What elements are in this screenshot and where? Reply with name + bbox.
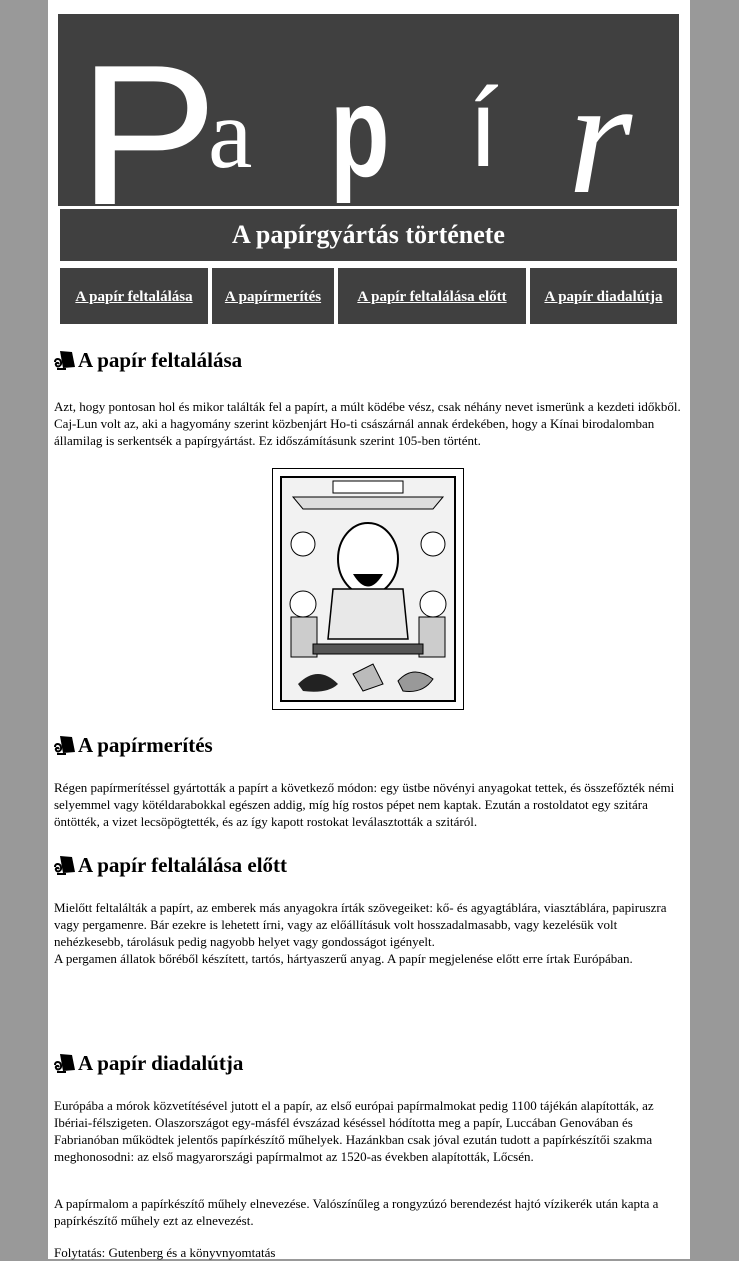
nav-link-papirmerites[interactable]: A papírmerítés xyxy=(210,266,336,326)
nav-link-feltalalasa[interactable]: A papír feltalálása xyxy=(58,266,210,326)
section-title: A papír feltalálása xyxy=(78,348,243,372)
nav-link-diadalutja[interactable]: A papír diadalútja xyxy=(528,266,679,326)
continuation-text: Folytatás: Gutenberg és a könyvnyomtatás xyxy=(54,1245,276,1260)
chinese-painting-image xyxy=(272,468,464,710)
section-text-line: A pergamen állatok bőréből készített, tartós, hártyaszerű anyag. A papír megjelenése előtt erre írtak Európában. xyxy=(54,951,633,966)
section-title: A papír feltalálása előtt xyxy=(78,853,288,877)
nav-bar xyxy=(58,266,679,326)
page xyxy=(48,0,690,1259)
section-papirmerites xyxy=(54,731,675,829)
section-text: A papírmalom a papírkészítő műhely elnevezése. Valószínűleg a rongyzúzó berendezést hajtó vízikerék után kapta a papírkészítő műhely ezt az elnevezést. xyxy=(54,1196,659,1228)
section-feltalalasa-elott xyxy=(54,851,667,966)
section-title: A papírmerítés xyxy=(78,733,213,757)
paper-scroll-icon xyxy=(54,1053,76,1073)
banner-letter: P xyxy=(78,24,219,206)
section-diadalutja xyxy=(54,1049,659,1260)
section-feltalalasa xyxy=(54,346,681,448)
section-heading xyxy=(54,346,242,374)
section-title: A papír diadalútja xyxy=(78,1051,244,1075)
section-text: Régen papírmerítéssel gyártották a papírt a következő módon: egy üstbe növényi anyagokat tettek, és összefőzték némi selyemmel vagy kötéldarabokkal egészen addig, míg híg rostos pépet nem kaptak. Ezután a rostoldatot egy szitára öntötték, a vizet lecsöpögtették, és az így kapott rostokat leválasztották a szitáról. xyxy=(54,780,675,829)
banner-letter: p xyxy=(330,58,390,204)
section-text: Azt, hogy pontosan hol és mikor találták fel a papírt, a múlt ködébe vész, csak néhány nevet ismerünk a kezdeti időkből. Caj-Lun volt az, aki a hagyomány szerint közbenjárt Ho-ti császárnál annak érdekében, hogy a Kínai birodalomban államilag is serkentsék a papírgyártást. Ez időszámításunk szerint 105-ben történt. xyxy=(54,399,681,448)
page-subtitle: A papírgyártás története xyxy=(58,207,679,263)
section-text xyxy=(54,899,686,967)
painting-illustration xyxy=(273,469,463,709)
section-text-line: Mielőtt feltalálták a papírt, az emberek más anyagokra írták szövegeiket: kő- és agyagtáblára, viasztáblára, papiruszra vagy pergamenre. Bár ezekre is lehetett írni, vagy az előállításuk volt hosszadalmasabb, vagy kezelésük volt nehézkesebb, tárolásuk pedig nagyobb helyet vagy gondosságot igényelt. xyxy=(54,900,667,949)
paper-scroll-icon xyxy=(54,855,76,875)
section-heading xyxy=(54,851,287,879)
paper-scroll-icon xyxy=(54,350,76,370)
section-text: Európába a mórok közvetítésével jutott el a papír, az első európai papírmalmokat pedig 1100 tájékán alapították, az Ibériai-félszigeten. Olaszországot egy-másfél évszázad késéssel hódította meg a papír, Luccában Genovában és Fabrianóban működtek jelentős papírkészítő műhelyek. Hazánkban csak jóval ezután tudott a papírkészítői szakma meghonosodni: az első magyarországi papírmalmot az 1520-as években alapították, Lőcsén. xyxy=(54,1098,654,1164)
section-heading xyxy=(54,1049,243,1077)
banner-letter: a xyxy=(208,78,253,189)
banner-letter: í xyxy=(468,67,499,190)
banner-letter: r xyxy=(568,45,633,206)
title-banner xyxy=(58,14,679,206)
nav-link-feltalalasa-elott[interactable]: A papír feltalálása előtt xyxy=(336,266,528,326)
section-heading xyxy=(54,731,213,759)
paper-scroll-icon xyxy=(54,735,76,755)
